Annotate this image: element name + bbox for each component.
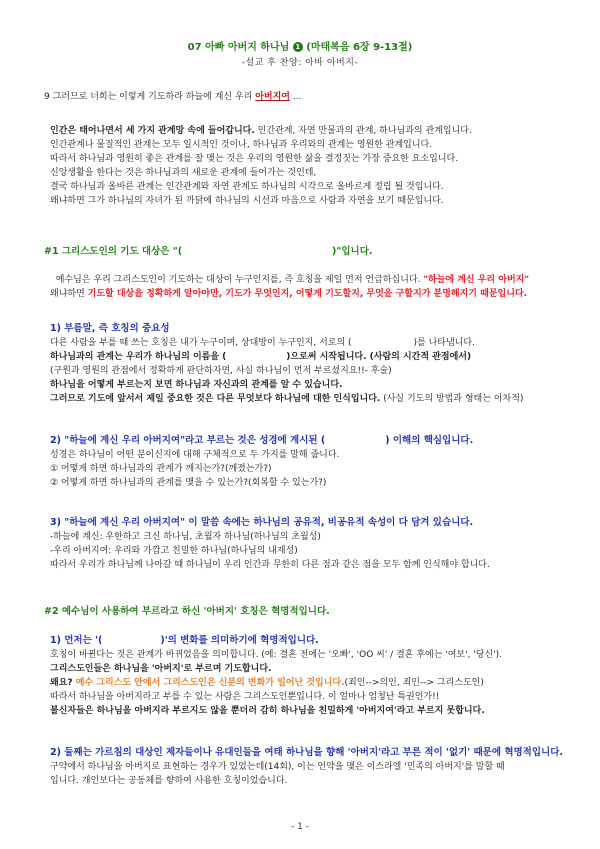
para-text-end: )를 나타냅니다. <box>413 338 475 348</box>
paragraph-line: 하나님을 어떻게 부르는지 보면 하나님과 자신과의 관계를 알 수 있습니다. <box>50 380 343 390</box>
subsection-heading: 1) 부름말, 즉 호칭의 중요성 <box>50 323 170 334</box>
sermon-subtitle: -설교 후 찬양: 아바 아버지- <box>241 58 359 68</box>
heading-text: #1 그리스도인의 기도 대상은 "( <box>44 246 183 257</box>
paragraph-line <box>50 273 529 287</box>
subsection-2-1 <box>50 633 502 718</box>
section-1-heading <box>44 243 372 257</box>
list-item: -하늘에 계신: 우한하고 크신 하나님, 초월자 하나님(하나님의 초월성) <box>50 532 321 542</box>
heading-text: 1) 먼저는 '( <box>50 635 103 646</box>
intro-bold: 인간은 태어나면서 세 가지 관계망 속에 들어갑니다. <box>50 126 255 136</box>
paragraph-line: 따라서 하나님을 아버지라고 부를 수 있는 사람은 그리스도인뿐입니다. 이 얼마나 엄청난 특권인가!! <box>50 692 440 702</box>
paragraph-line: (구원과 영원의 관점에서 정확하게 판단하자면, 사실 하나님이 먼저 부르셨지요!!- 후술) <box>50 366 392 376</box>
para-bold: 그러므로 기도에 앞서서 제일 중요한 것은 다른 무엇보다 하나님에 대한 인식입니다. <box>50 394 381 404</box>
subsection-1-1 <box>50 321 523 406</box>
intro-line: 신앙생활을 한다는 것은 하나님과의 새로운 관계에 들어가는 것인데, <box>50 168 317 178</box>
title-scripture: (마태복음 6장 9-13절) <box>302 42 413 53</box>
page-number: - 1 - <box>291 822 309 832</box>
title-text: 07 아빠 아버지 하나님 <box>187 42 293 53</box>
para-bold: 왜요? <box>50 678 76 688</box>
subsection-1-3 <box>50 515 490 572</box>
subsection-heading <box>50 633 502 648</box>
heading-text-end: ) 이해의 핵심입니다. <box>385 435 474 446</box>
paragraph-line: 따라서 우리가 하나님께 나아갈 때 하나님이 우리 인간과 무한히 다른 점과 같은 점을 모두 함께 인식해야 합니다. <box>50 560 490 570</box>
subsection-heading: 3) "하늘에 계신 우리 아버지여" 이 말씀 속에는 하나님의 공유적, 비공유적 속성이 다 담겨 있습니다. <box>50 517 474 528</box>
paragraph-line: 호칭이 바뀐다는 것은 관계가 바뀌었음을 의미합니다. (예: 결혼 전에는 '오빠', 'OO 씨' / 결혼 후에는 '여보', '당신'). <box>50 650 503 660</box>
paragraph-line: 성경은 하나님이 어떤 분이신지에 대해 구체적으로 두 가지를 말해 줍니다. <box>50 450 340 460</box>
paragraph-line: 입니다. 개인보다는 공동체를 향하여 사용한 호칭이었습니다. <box>50 776 288 786</box>
paragraph-line <box>50 676 502 690</box>
paragraph-line <box>50 287 529 301</box>
heading-text: 2) "하늘에 계신 우리 아버지여"라고 부르는 것은 성경에 계시된 ( <box>50 435 326 446</box>
verse-ellipsis: ... <box>289 92 302 102</box>
para-text: (사실 기도의 방법과 형태는 이차적) <box>380 394 524 404</box>
intro-line: 따라서 하나님과 영원히 좋은 관계를 잘 맺는 것은 우리의 영원한 삶을 결정짓는 가장 중요한 요소입니다. <box>50 154 459 164</box>
intro-paragraph <box>50 124 472 208</box>
paragraph-line: 구약에서 하나님을 아버지로 표현하는 경우가 있었는데(14회), 이는 언약을 맺은 이스라엘 '민족의 아버지'를 말할 때 <box>50 762 505 772</box>
subsection-heading <box>50 433 473 448</box>
paragraph-line: 불신자들은 하나님을 아버지라 부르지도 않을 뿐더러 감히 하나님을 친밀하게 '아버지여'라고 부르지 못합니다. <box>50 706 485 716</box>
heading-text-end: )'의 변화를 의미하기에 혁명적입니다. <box>160 635 319 646</box>
intro-line <box>50 124 472 138</box>
para-highlight: "하늘에 계신 우리 아버지" <box>423 275 530 285</box>
verse-text: 9 그러므로 너희는 이렇게 기도하라 하늘에 계신 우리 <box>44 92 256 102</box>
list-item: -우리 아버지여: 우리와 가깝고 친밀한 하나님(하나님의 내재성) <box>50 546 298 556</box>
subsection-1-2 <box>50 433 473 490</box>
subsection-2-2 <box>50 745 563 788</box>
intro-line: 인간관계나 물질적인 관계는 모두 일시적인 것이나, 하나님과 우리와의 관계는 영원한 관계입니다. <box>50 140 433 150</box>
intro-line: 결국 하나님과 올바른 관계는 인간관계와 자연 관계도 하나님의 시각으로 올바르게 정립 될 것입니다. <box>50 182 444 192</box>
para-text-end: )으로써 시작됩니다. (사람의 시간적 관점에서) <box>286 352 472 362</box>
paragraph-line <box>50 336 523 350</box>
para-text: 하나님과의 관계는 우리가 하나님의 이름을 ( <box>50 352 227 362</box>
paragraph-line <box>50 392 523 406</box>
para-text: 다른 사람을 부를 때 쓰는 호칭은 내가 누구이며, 상대방이 누구인지, 서로의 ( <box>50 338 352 348</box>
sermon-title <box>0 38 600 53</box>
section-1-intro <box>50 273 529 301</box>
list-item: ② 어떻게 하면 하나님과의 관계를 맺을 수 있는가?(회복할 수 있는가?) <box>50 478 327 488</box>
para-text: (죄인-->의인, 죄인--> 그리스도인) <box>344 678 484 688</box>
intro-line: 왜냐하면 그가 하나님의 자녀가 된 까닭에 하나님의 시선과 마음으로 사람과 자연을 보기 때문입니다. <box>50 196 444 206</box>
para-text: 왜냐하면 <box>50 289 88 299</box>
sermon-number-badge: 1 <box>293 42 303 52</box>
verse-highlight: 아버지여 <box>255 92 290 102</box>
para-highlight: 예수 그리스도 안에서 그리스도인은 신분의 변화가 일어난 것입니다. <box>75 678 345 688</box>
intro-text: 인간관계, 자연 만물과의 관계, 하나님과의 관계입니다. <box>254 126 472 136</box>
subsection-heading: 2) 둘째는 가르침의 대상인 제자들이나 유대인들을 여태 하나님을 향해 '아버지'라고 부른 적이 '없기' 때문에 혁명적입니다. <box>50 747 563 758</box>
para-text: 예수님은 우리 그리스도인이 기도하는 대상이 누구인지를, 즉 호칭을 제일 먼저 언급하십니다. <box>55 275 424 285</box>
para-highlight: 기도할 대상을 정확하게 알아야만, 기도가 무엇인지, 어떻게 기도할지, 무엇을 구할지가 분명해지기 때문입니다. <box>87 289 528 299</box>
scripture-verse <box>44 90 301 104</box>
paragraph-line <box>50 350 523 364</box>
section-2-heading: #2 예수님이 사용하여 부르라고 하신 '아버지' 호칭은 혁명적입니다. <box>44 606 330 617</box>
paragraph-line: 그리스도인들은 하나님을 '아버지'로 부르며 기도합니다. <box>50 664 272 674</box>
list-item: ① 어떻게 하면 하나님과의 관계가 깨지는가?(깨졌는가?) <box>50 464 272 474</box>
heading-text-end: )"입니다. <box>332 246 373 257</box>
